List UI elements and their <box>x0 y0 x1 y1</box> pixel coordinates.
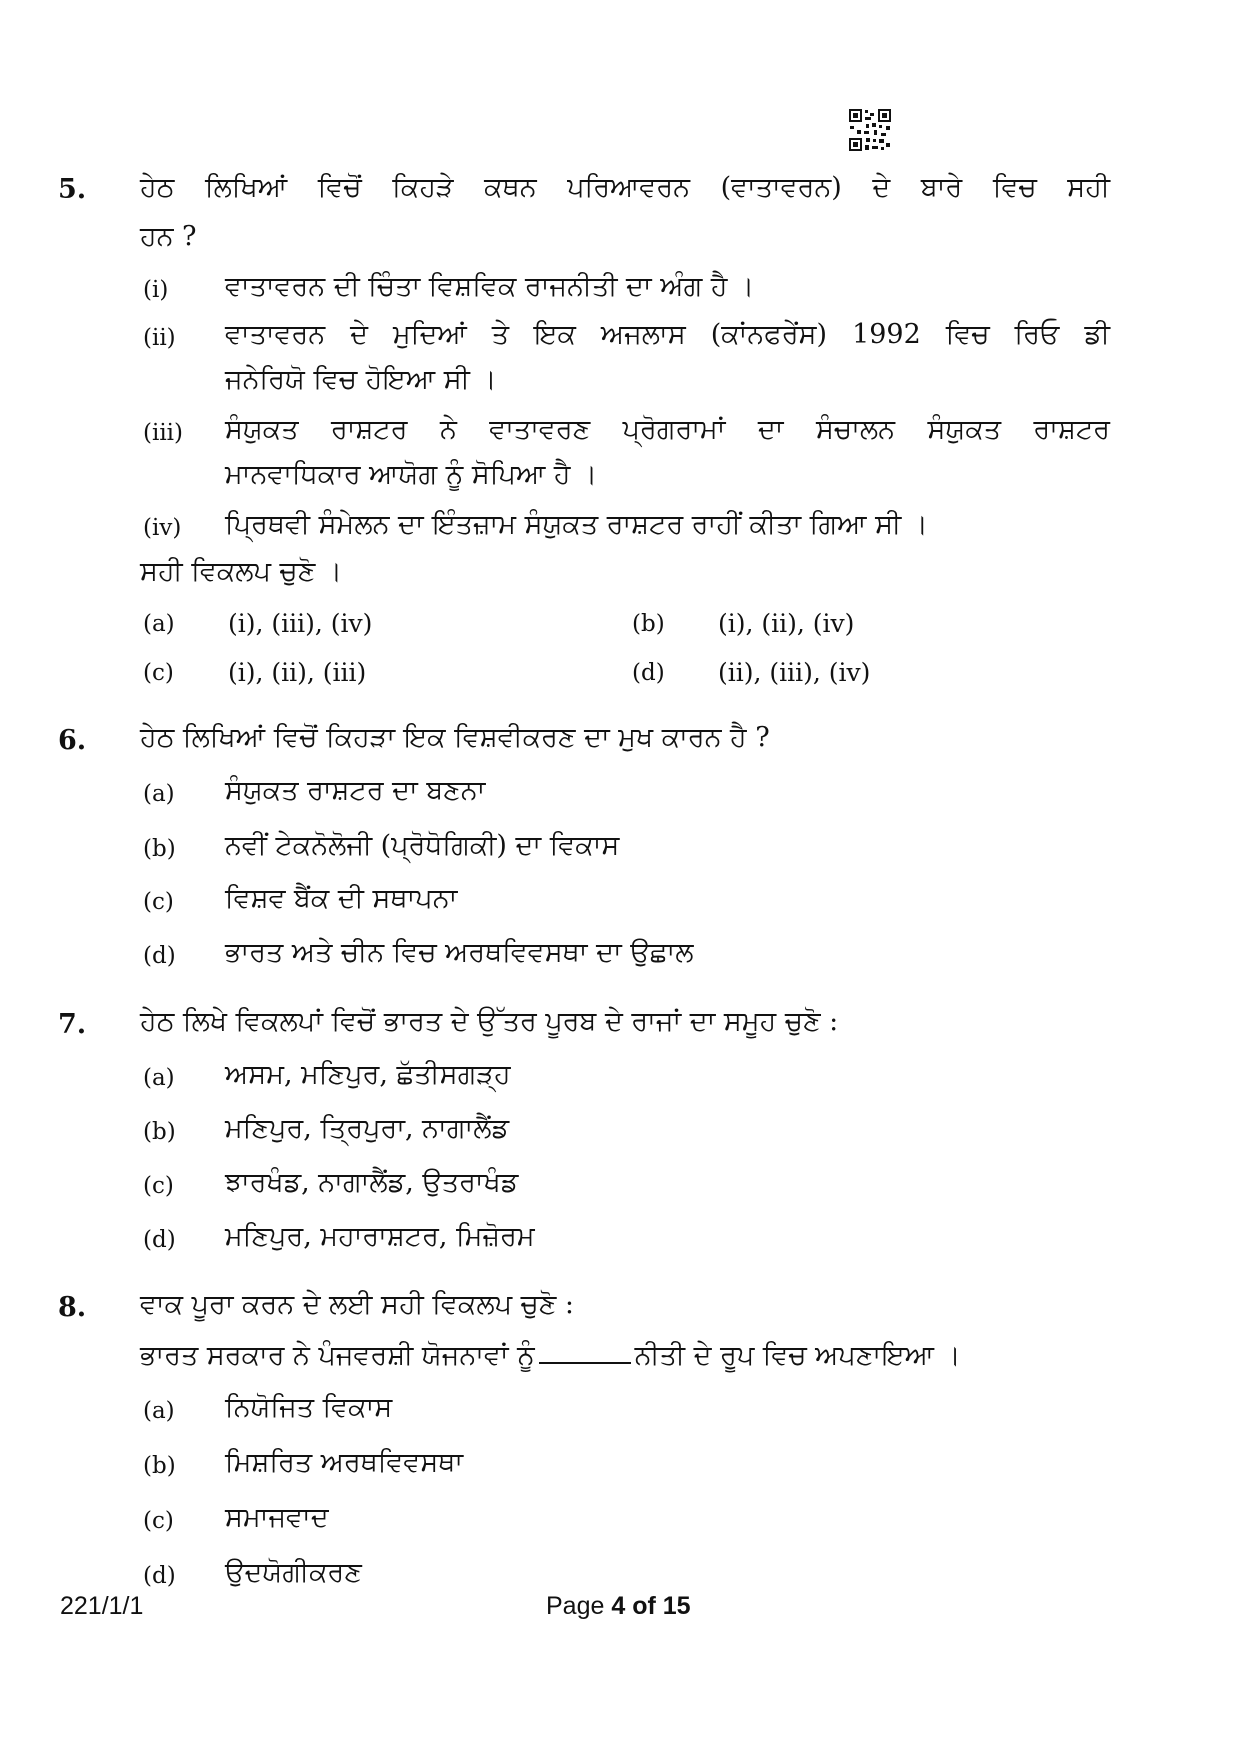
option-label: (c) <box>143 1173 174 1199</box>
answer-blank <box>539 1338 631 1364</box>
page-of: of <box>632 1592 656 1620</box>
question-number: 8. <box>58 1292 87 1323</box>
option-text: ਨਵੀਂ ਟੇਕਨੋਲੋਜੀ (ਪ੍ਰੋਧੋਗਿਕੀ) ਦਾ ਵਿਕਾਸ <box>225 830 620 861</box>
option-text: (i), (ii), (iv) <box>718 609 855 638</box>
option-label: (d) <box>143 1227 176 1253</box>
sentence-after: ਨੀਤੀ ਦੇ ਰੂਪ ਵਿਚ ਅਪਣਾਇਆ । <box>634 1340 961 1371</box>
option-label: (c) <box>143 1508 174 1534</box>
statement-label: (i) <box>143 277 169 303</box>
option-label: (a) <box>143 1398 175 1424</box>
option-text: ਉਦਯੋਗੀਕਰਣ <box>225 1557 362 1588</box>
page-current: 4 <box>611 1592 626 1620</box>
question-stem: ਵਾਕ ਪੂਰਾ ਕਰਨ ਦੇ ਲਈ ਸਹੀ ਵਿਕਲਪ ਚੁਣੋ : <box>140 1289 575 1320</box>
option-text: ਸੰਯੁਕਤ ਰਾਸ਼ਟਰ ਦਾ ਬਣਨਾ <box>225 775 486 806</box>
statement-text: ਵਾਤਾਵਰਨ ਦੀ ਚਿੰਤਾ ਵਿਸ਼ਵਿਕ ਰਾਜਨੀਤੀ ਦਾ ਅੰਗ ਹੈ । <box>225 271 755 302</box>
statement-text: ਮਾਨਵਾਧਿਕਾਰ ਆਯੋਗ ਨੂੰ ਸੋਪਿਆ ਹੈ । <box>225 459 598 490</box>
option-label: (a) <box>143 611 175 637</box>
option-text: ਮਿਸ਼ਰਿਤ ਅਰਥਵਿਵਸਥਾ <box>225 1447 464 1478</box>
question-instruction: ਸਹੀ ਵਿਕਲਪ ਚੁਣੋ । <box>140 556 343 587</box>
sentence-before: ਭਾਰਤ ਸਰਕਾਰ ਨੇ ਪੰਜਵਰਸ਼ੀ ਯੋਜਨਾਵਾਂ ਨੂੰ <box>140 1340 535 1371</box>
option-text: ਵਿਸ਼ਵ ਬੈਂਕ ਦੀ ਸਥਾਪਨਾ <box>225 883 458 914</box>
option-text: ਭਾਰਤ ਅਤੇ ਚੀਨ ਵਿਚ ਅਰਥਵਿਵਸਥਾ ਦਾ ਉਛਾਲ <box>225 937 694 968</box>
paper-code: 221/1/1 <box>60 1592 144 1620</box>
option-text: (ii), (iii), (iv) <box>718 658 871 687</box>
option-text: ਝਾਰਖੰਡ, ਨਾਗਾਲੈਂਡ, ਉਤਰਾਖੰਡ <box>225 1167 519 1198</box>
statement-label: (ii) <box>143 325 176 351</box>
statement-text: ਪ੍ਰਿਥਵੀ ਸੰਮੇਲਨ ਦਾ ਇੰਤਜ਼ਾਮ ਸੰਯੁਕਤ ਰਾਸ਼ਟਰ ਰਾਹੀਂ ਕੀਤਾ ਗਿਆ ਸੀ । <box>225 509 928 540</box>
question-stem: ਹੇਠ ਲਿਖਿਆਂ ਵਿਚੋਂ ਕਿਹੜੇ ਕਥਨ ਪਰਿਆਵਰਨ (ਵਾਤਾਵਰਨ) ਦੇ ਬਾਰੇ ਵਿਚ ਸਹੀ <box>140 172 1110 203</box>
statement-text: ਜਨੇਰਿਯੋ ਵਿਚ ਹੋਇਆ ਸੀ । <box>225 364 497 395</box>
option-label: (a) <box>143 781 175 807</box>
option-text: ਸਮਾਜਵਾਦ <box>225 1502 329 1533</box>
option-text: (i), (ii), (iii) <box>228 658 367 687</box>
statement-label: (iv) <box>143 515 182 541</box>
option-text: ਨਿਯੋਜਿਤ ਵਿਕਾਸ <box>225 1392 393 1423</box>
qr-code-icon <box>848 108 892 152</box>
question-stem: ਹੇਠ ਲਿਖੇ ਵਿਕਲਪਾਂ ਵਿਚੋਂ ਭਾਰਤ ਦੇ ਉੱਤਰ ਪੂਰਬ ਦੇ ਰਾਜਾਂ ਦਾ ਸਮੂਹ ਚੁਣੋ : <box>140 1006 839 1037</box>
option-label: (d) <box>632 660 665 686</box>
statement-text: ਸੰਯੁਕਤ ਰਾਸ਼ਟਰ ਨੇ ਵਾਤਾਵਰਣ ਪ੍ਰੋਗਰਾਮਾਂ ਦਾ ਸੰਚਾਲਨ ਸੰਯੁਕਤ ਰਾਸ਼ਟਰ <box>225 414 1110 445</box>
fill-in-sentence <box>140 1338 961 1374</box>
page-word: Page <box>546 1592 605 1620</box>
option-label: (a) <box>143 1065 175 1091</box>
option-label: (b) <box>143 1119 176 1145</box>
option-label: (d) <box>143 1563 176 1589</box>
option-label: (d) <box>143 943 176 969</box>
option-label: (b) <box>143 836 176 862</box>
option-text: ਮਣਿਪੁਰ, ਮਹਾਰਾਸ਼ਟਰ, ਮਿਜ਼ੋਰਮ <box>225 1221 535 1252</box>
statement-text: ਵਾਤਾਵਰਨ ਦੇ ਮੁਦਿਆਂ ਤੇ ਇਕ ਅਜਲਾਸ (ਕਾਂਨਫਰੇਂਸ) 1992 ਵਿਚ ਰਿਓ ਡੀ <box>225 319 1110 350</box>
option-label: (c) <box>143 889 174 915</box>
option-text: ਅਸਮ, ਮਣਿਪੁਰ, ਛੱਤੀਸਗੜ੍ਹ <box>225 1059 511 1090</box>
question-number: 5. <box>58 174 87 205</box>
option-text: (i), (iii), (iv) <box>228 609 373 638</box>
page-number <box>546 1592 691 1621</box>
question-number: 6. <box>58 725 87 756</box>
question-stem: ਹਨ ? <box>140 221 197 252</box>
statement-label: (iii) <box>143 420 184 446</box>
page-total: 15 <box>662 1592 691 1620</box>
option-label: (b) <box>632 611 665 637</box>
option-text: ਮਣਿਪੁਰ, ਤ੍ਰਿਪੁਰਾ, ਨਾਗਾਲੈਂਡ <box>225 1113 510 1144</box>
option-label: (b) <box>143 1453 176 1479</box>
question-stem: ਹੇਠ ਲਿਖਿਆਂ ਵਿਚੋਂ ਕਿਹੜਾ ਇਕ ਵਿਸ਼ਵੀਕਰਣ ਦਾ ਮੁਖ ਕਾਰਨ ਹੈ ? <box>140 722 770 753</box>
option-label: (c) <box>143 660 174 686</box>
question-number: 7. <box>58 1009 87 1040</box>
